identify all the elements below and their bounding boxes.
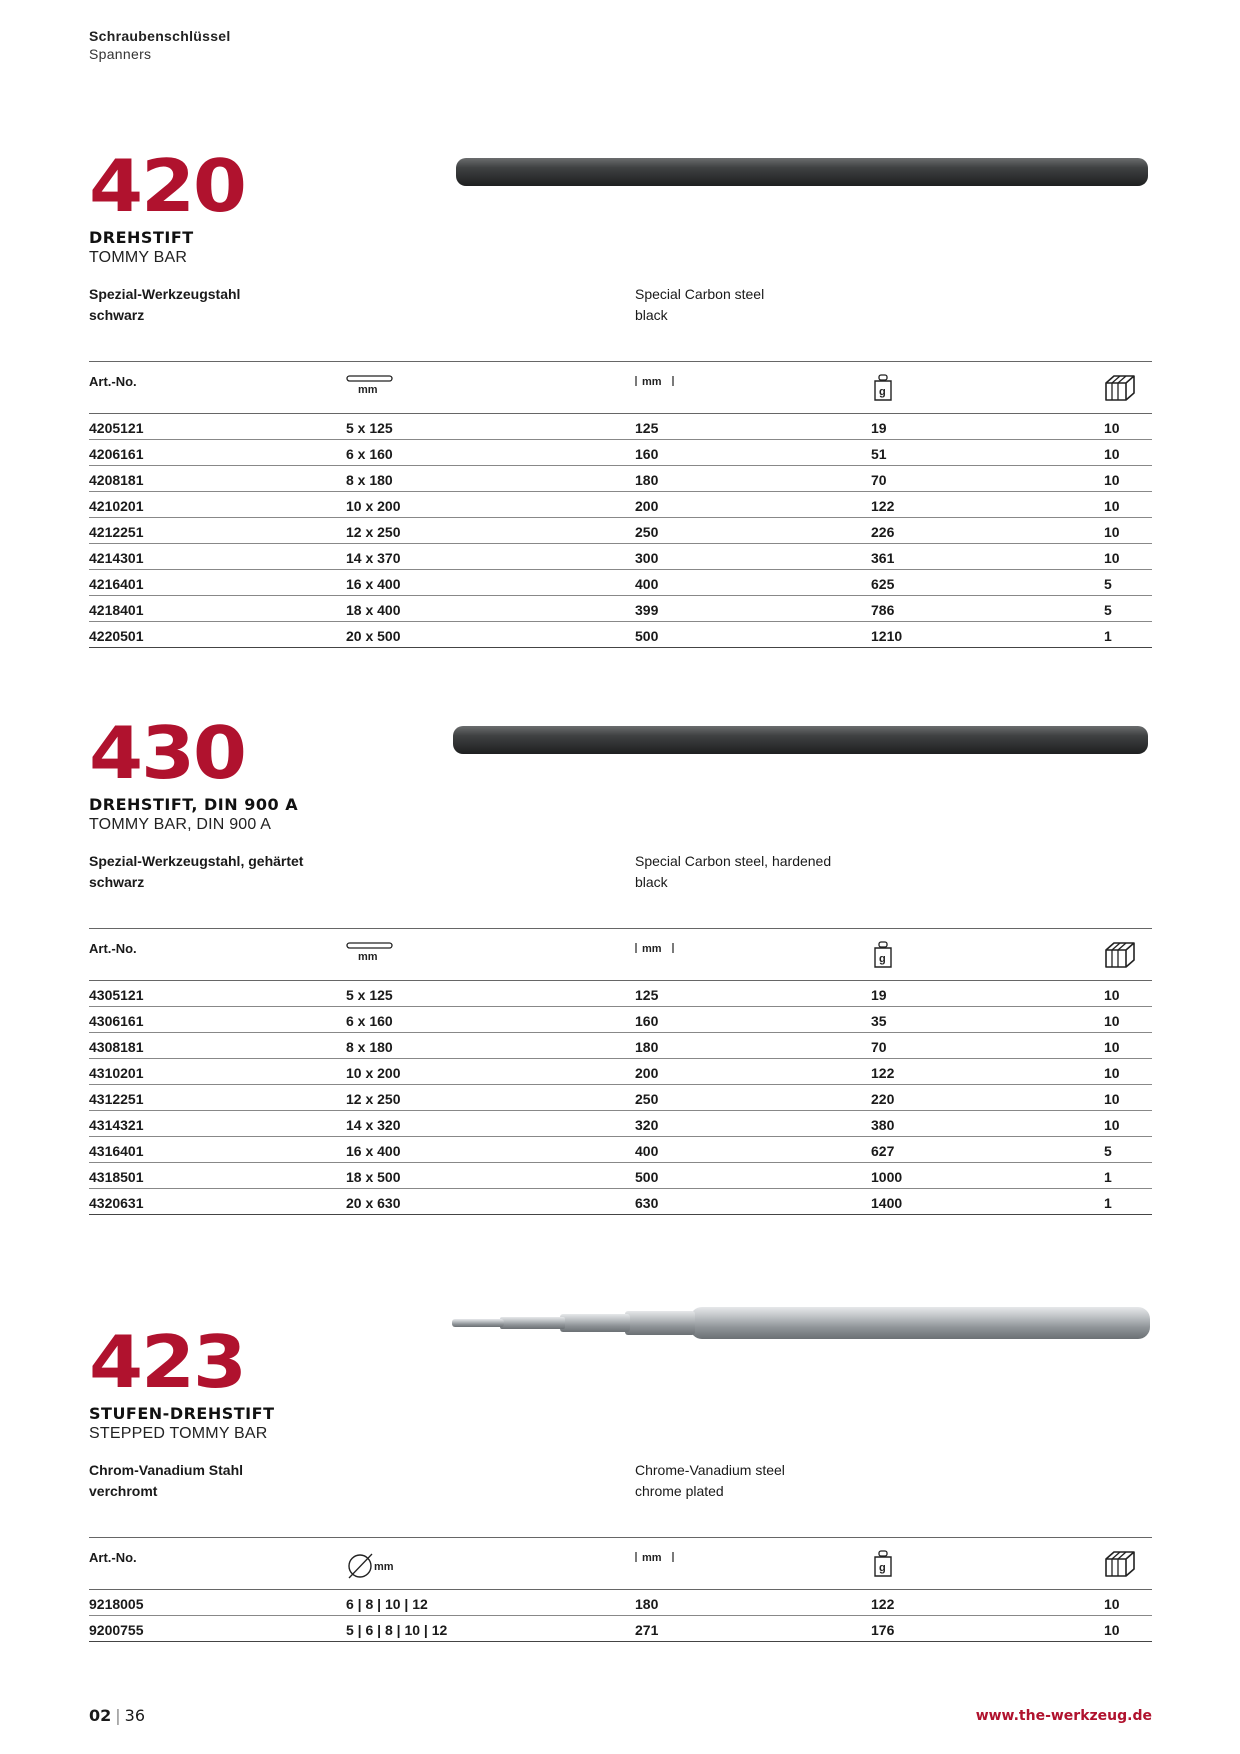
cell-size: 16 x 400 [346, 1142, 401, 1159]
cell-pack: 10 [1104, 419, 1120, 436]
chapter-number: 02 [89, 1706, 112, 1725]
cell-weight: 220 [871, 1090, 895, 1107]
length-dimension-icon [635, 374, 871, 388]
page-separator: | [115, 1706, 121, 1725]
cell-art-no: 4208181 [89, 471, 144, 488]
cell-length: 160 [635, 1012, 659, 1029]
cell-length: 300 [635, 549, 659, 566]
cell-size: 16 x 400 [346, 575, 401, 592]
cell-art-no: 4205121 [89, 419, 144, 436]
cell-art-no: 4212251 [89, 523, 144, 540]
cell-weight: 19 [871, 419, 887, 436]
diameter-icon [346, 1550, 635, 1580]
cell-size: 12 x 250 [346, 523, 401, 540]
cell-art-no: 4218401 [89, 601, 144, 618]
table-row [89, 544, 1152, 570]
cell-weight: 19 [871, 986, 887, 1003]
product-table [89, 361, 1152, 648]
weight-icon [871, 374, 1104, 402]
cell-pack: 10 [1104, 1038, 1120, 1055]
cell-art-no: 9218005 [89, 1595, 144, 1612]
table-row [89, 1137, 1152, 1163]
cell-weight: 361 [871, 549, 895, 566]
table-row [89, 1590, 1152, 1616]
cell-length: 400 [635, 575, 659, 592]
col-length [635, 1538, 871, 1590]
diameter-unit: mm [374, 1561, 394, 1573]
col-weight [871, 1538, 1104, 1590]
cell-length: 160 [635, 445, 659, 462]
col-art-no: Art.-No. [89, 941, 137, 956]
table-row [89, 1189, 1152, 1215]
cell-weight: 1000 [871, 1168, 903, 1185]
table-row [89, 596, 1152, 622]
page-index: 36 [124, 1706, 146, 1725]
product-number: 430 [89, 711, 245, 795]
product-name-en: TOMMY BAR [89, 249, 188, 266]
product-name-de: STUFEN-DREHSTIFT [89, 1404, 275, 1423]
col-weight [871, 929, 1104, 981]
cell-weight: 380 [871, 1116, 895, 1133]
col-art-no: Art.-No. [89, 1550, 137, 1565]
package-icon [1104, 941, 1152, 969]
table-row [89, 1163, 1152, 1189]
col-length [635, 929, 871, 981]
weight-unit: g [879, 953, 886, 965]
package-icon [1104, 1550, 1152, 1578]
table-row [89, 981, 1152, 1007]
product-table [89, 928, 1152, 1215]
cell-art-no: 4308181 [89, 1038, 144, 1055]
cell-pack: 1 [1104, 1168, 1112, 1185]
product-name-de: DREHSTIFT [89, 228, 194, 247]
length-unit: mm [642, 376, 662, 388]
cell-art-no: 4220501 [89, 627, 144, 644]
cell-size: 10 x 200 [346, 497, 401, 514]
table-row [89, 1085, 1152, 1111]
col-package [1104, 362, 1152, 414]
cell-size: 5 | 6 | 8 | 10 | 12 [346, 1621, 448, 1638]
material-description [89, 851, 1152, 895]
material-de [89, 1460, 243, 1502]
cell-size: 14 x 370 [346, 549, 401, 566]
cell-art-no: 4310201 [89, 1064, 144, 1081]
cell-length: 200 [635, 1064, 659, 1081]
cell-art-no: 4305121 [89, 986, 144, 1003]
cell-size: 12 x 250 [346, 1090, 401, 1107]
cell-weight: 70 [871, 1038, 887, 1055]
table-row [89, 1059, 1152, 1085]
table-header-row [89, 929, 1152, 981]
cell-length: 400 [635, 1142, 659, 1159]
cell-length: 125 [635, 419, 659, 436]
cell-length: 125 [635, 986, 659, 1003]
package-icon [1104, 374, 1152, 402]
material-en-line: black [635, 307, 668, 323]
cell-weight: 122 [871, 1595, 895, 1612]
rod-unit: mm [358, 384, 378, 396]
table-row [89, 1033, 1152, 1059]
cell-size: 18 x 500 [346, 1168, 401, 1185]
cell-length: 180 [635, 1038, 659, 1055]
cell-length: 250 [635, 523, 659, 540]
cell-pack: 5 [1104, 575, 1112, 592]
weight-unit: g [879, 1562, 886, 1574]
cell-art-no: 4214301 [89, 549, 144, 566]
material-en-line: Chrome-Vanadium steel [635, 1462, 785, 1478]
col-size [346, 929, 635, 981]
table-row [89, 1007, 1152, 1033]
cell-pack: 10 [1104, 1012, 1120, 1029]
cell-weight: 1210 [871, 627, 903, 644]
product-table [89, 1537, 1152, 1642]
table-row [89, 414, 1152, 440]
cell-size: 6 x 160 [346, 1012, 393, 1029]
cell-size: 8 x 180 [346, 1038, 393, 1055]
material-en-line: black [635, 874, 668, 890]
material-en [635, 851, 831, 893]
product-number: 420 [89, 144, 245, 228]
product-number: 423 [89, 1320, 245, 1404]
weight-icon [871, 941, 1104, 969]
material-de-line: Spezial-Werkzeugstahl, gehärtet [89, 853, 304, 869]
length-unit: mm [642, 1552, 662, 1564]
cell-pack: 10 [1104, 1064, 1120, 1081]
cell-length: 250 [635, 1090, 659, 1107]
cell-pack: 10 [1104, 1116, 1120, 1133]
material-de-line: Spezial-Werkzeugstahl [89, 286, 241, 302]
length-unit: mm [642, 943, 662, 955]
material-de [89, 851, 303, 893]
cell-size: 5 x 125 [346, 986, 393, 1003]
cell-pack: 1 [1104, 1194, 1112, 1211]
cell-pack: 1 [1104, 627, 1112, 644]
cell-length: 271 [635, 1621, 659, 1638]
length-dimension-icon [635, 1550, 871, 1564]
tommy-bar-image [455, 156, 1150, 188]
cell-pack: 10 [1104, 1621, 1120, 1638]
table-row [89, 570, 1152, 596]
table-row [89, 440, 1152, 466]
material-de-line: schwarz [89, 874, 145, 890]
cell-pack: 10 [1104, 986, 1120, 1003]
cell-weight: 226 [871, 523, 895, 540]
cell-art-no: 4312251 [89, 1090, 144, 1107]
cell-weight: 122 [871, 497, 895, 514]
material-de-line: verchromt [89, 1483, 158, 1499]
cell-length: 500 [635, 1168, 659, 1185]
cell-art-no: 4314321 [89, 1116, 144, 1133]
table-row [89, 492, 1152, 518]
col-diameter [346, 1538, 635, 1590]
material-de-line: schwarz [89, 307, 145, 323]
product-name-en: TOMMY BAR, DIN 900 A [89, 816, 272, 833]
page-footer [89, 1706, 1152, 1728]
material-en-line: Special Carbon steel [635, 286, 765, 302]
weight-unit: g [879, 386, 886, 398]
cell-size: 20 x 500 [346, 627, 401, 644]
cell-pack: 5 [1104, 1142, 1112, 1159]
cell-art-no: 4210201 [89, 497, 144, 514]
cell-pack: 10 [1104, 523, 1120, 540]
cell-weight: 627 [871, 1142, 895, 1159]
cell-size: 6 x 160 [346, 445, 393, 462]
material-en [635, 1460, 785, 1502]
material-de [89, 284, 240, 326]
col-package [1104, 929, 1152, 981]
category-title-de: Schraubenschlüssel [89, 28, 231, 44]
product-section-423 [89, 1320, 1152, 1638]
cell-size: 6 | 8 | 10 | 12 [346, 1595, 428, 1612]
cell-length: 500 [635, 627, 659, 644]
cell-size: 20 x 630 [346, 1194, 401, 1211]
cell-art-no: 4316401 [89, 1142, 144, 1159]
material-en [635, 284, 764, 326]
cell-art-no: 4206161 [89, 445, 144, 462]
cell-art-no: 4216401 [89, 575, 144, 592]
page-number [89, 1706, 145, 1725]
cell-weight: 70 [871, 471, 887, 488]
cell-weight: 786 [871, 601, 895, 618]
cell-weight: 35 [871, 1012, 887, 1029]
cell-pack: 5 [1104, 601, 1112, 618]
cell-length: 320 [635, 1116, 659, 1133]
rod-dimension-icon [346, 374, 635, 396]
product-name-en: STEPPED TOMMY BAR [89, 1425, 268, 1442]
cell-art-no: 9200755 [89, 1621, 144, 1638]
cell-size: 5 x 125 [346, 419, 393, 436]
cell-pack: 10 [1104, 1090, 1120, 1107]
cell-length: 630 [635, 1194, 659, 1211]
rod-dimension-icon [346, 941, 635, 963]
col-package [1104, 1538, 1152, 1590]
table-row [89, 466, 1152, 492]
col-weight [871, 362, 1104, 414]
cell-weight: 1400 [871, 1194, 903, 1211]
table-header-row [89, 362, 1152, 414]
length-dimension-icon [635, 941, 871, 955]
table-row [89, 622, 1152, 648]
stepped-tommy-bar-image [450, 1304, 1152, 1342]
tommy-bar-din900a-image [452, 724, 1150, 756]
cell-size: 8 x 180 [346, 471, 393, 488]
material-description [89, 1460, 1152, 1504]
cell-art-no: 4318501 [89, 1168, 144, 1185]
cell-pack: 10 [1104, 549, 1120, 566]
cell-pack: 10 [1104, 471, 1120, 488]
material-description [89, 284, 1152, 328]
cell-weight: 51 [871, 445, 887, 462]
col-art-no: Art.-No. [89, 374, 137, 389]
weight-icon [871, 1550, 1104, 1578]
cell-weight: 625 [871, 575, 895, 592]
product-name-de: DREHSTIFT, DIN 900 A [89, 795, 299, 814]
table-row [89, 518, 1152, 544]
website-link[interactable]: www.the-werkzeug.de [975, 1708, 1152, 1724]
cell-size: 14 x 320 [346, 1116, 401, 1133]
cell-size: 18 x 400 [346, 601, 401, 618]
material-en-line: Special Carbon steel, hardened [635, 853, 832, 869]
cell-art-no: 4320631 [89, 1194, 144, 1211]
table-header-row [89, 1538, 1152, 1590]
category-title-en: Spanners [89, 46, 152, 62]
cell-pack: 10 [1104, 497, 1120, 514]
col-size [346, 362, 635, 414]
cell-weight: 176 [871, 1621, 895, 1638]
cell-length: 180 [635, 471, 659, 488]
cell-weight: 122 [871, 1064, 895, 1081]
material-en-line: chrome plated [635, 1483, 724, 1499]
cell-pack: 10 [1104, 1595, 1120, 1612]
cell-art-no: 4306161 [89, 1012, 144, 1029]
material-de-line: Chrom-Vanadium Stahl [89, 1462, 244, 1478]
cell-length: 200 [635, 497, 659, 514]
table-row [89, 1111, 1152, 1137]
cell-size: 10 x 200 [346, 1064, 401, 1081]
rod-unit: mm [358, 951, 378, 963]
table-row [89, 1616, 1152, 1642]
cell-length: 180 [635, 1595, 659, 1612]
cell-pack: 10 [1104, 445, 1120, 462]
page-header [89, 28, 231, 62]
col-length [635, 362, 871, 414]
cell-length: 399 [635, 601, 659, 618]
